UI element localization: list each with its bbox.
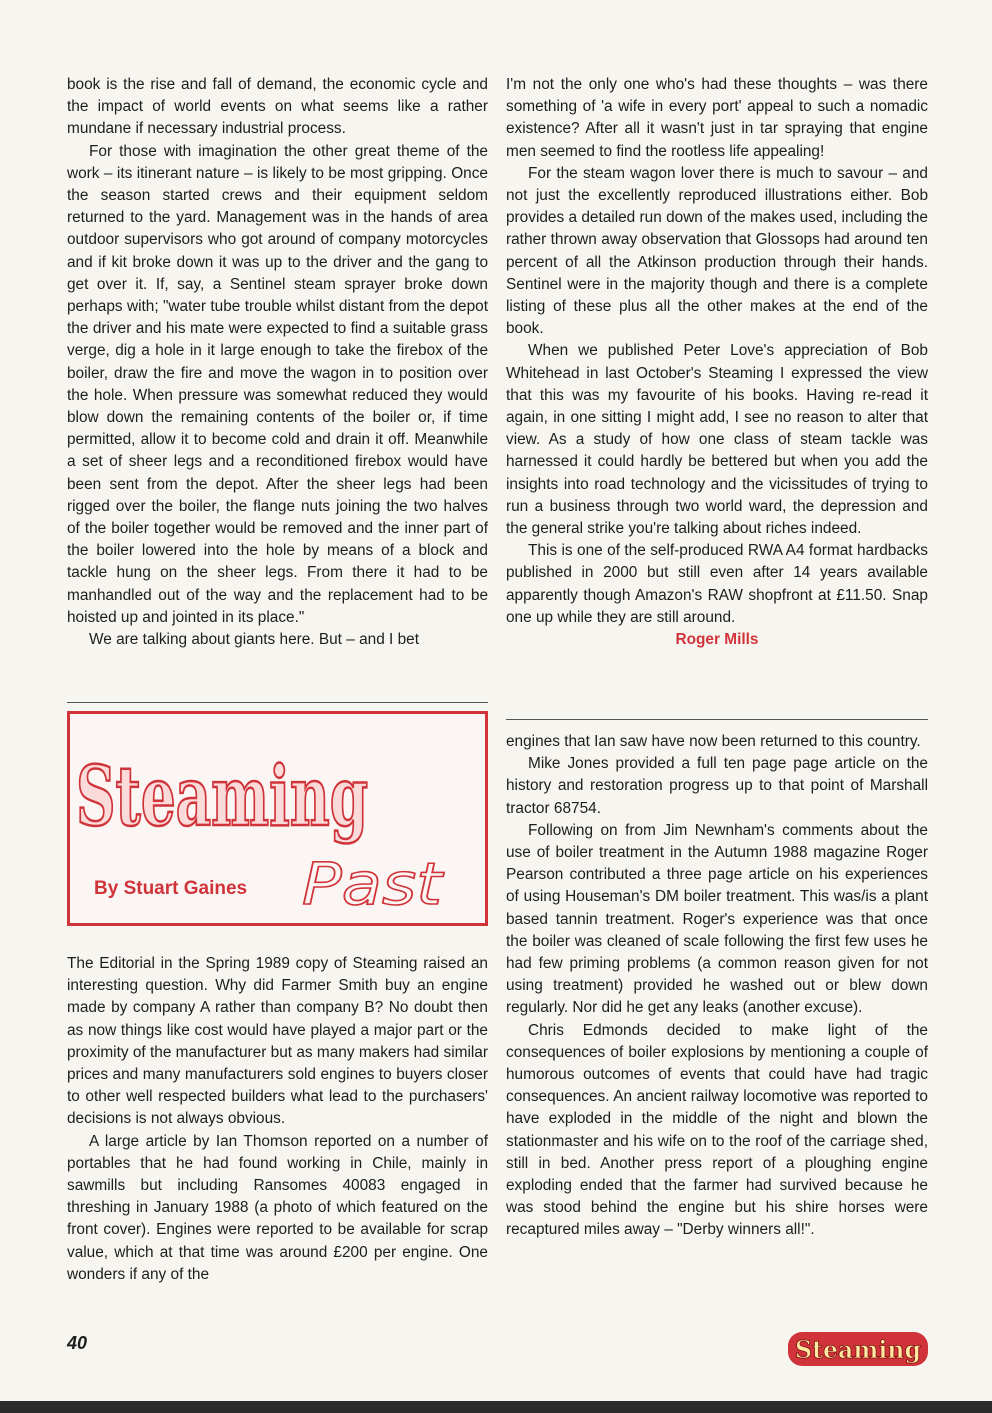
paragraph: A large article by Ian Thomson reported on a number of portables that he had found working in Chile, mainly in sawmills but including Ransomes 40083 engaged in threshing in January 1988 (a photo of which featured on the front cover). Engines were reported to be available for scrap value, which at that time was around £200 per engine. One wonders if any of the: [67, 1132, 488, 1283]
page-bottom-edge: [0, 1401, 992, 1413]
paragraph: book is the rise and fall of demand, the economic cycle and the impact of world events on what seems like a rather mundane if necessary industrial process.: [67, 76, 488, 138]
article-top-left-column: [67, 74, 488, 651]
paragraph: When we published Peter Love's appreciation of Bob Whitehead in last October's Steaming I expressed the view that this was my favourite of his books. Having re-read it again, in one sitting I might add, I see no reason to alter that view. As a study of how one class of steam tackle was harnessed it could hardly be bettered but when you add the insights into road technology and the vicissitudes of trying to run a business through two world ward, the depression and the general strike you're talking about riches indeed.: [506, 342, 928, 538]
paragraph: I'm not the only one who's had these thoughts – was there something of 'a wife in every port' appeal to such a nomadic existence? After all it wasn't just in tar spraying that engine men seemed to find the rootless life appealing!: [506, 76, 928, 160]
footer-logo-text: Steaming: [795, 1335, 922, 1364]
column-divider: [67, 702, 488, 703]
article-bottom-right-column: [506, 731, 928, 1242]
byline: By Stuart Gaines: [94, 878, 248, 899]
paragraph: We are talking about giants here. But – and I bet: [89, 631, 419, 649]
paragraph: For the steam wagon lover there is much to savour – and not just the excellently reproduced illustrations either. Bob provides a detailed run down of the makes used, including the rather thrown away observation that Glossops had around ten percent of all the Atkinson production through their hands. Sentinel were in the majority though and there is a complete listing of these plus all the other makes at the end of the book.: [506, 164, 928, 338]
past-wordmark: [298, 850, 448, 918]
steaming-logo-text: Steaming: [76, 749, 368, 845]
paragraph: Chris Edmonds decided to make light of the consequences of boiler explosions by mentioning a couple of humorous outcomes of events that could have had tragic consequences. An ancient railway locomotive was reported to have exploded in the middle of the night and blown the stationmaster and his wife on to the roof of the carriage shed, still in bed. Another press report of a ploughing engine exploding ended that the farmer had survived because he was stood behind the engine but his shire horses were recaptured miles away – "Derby winners all!".: [506, 1021, 928, 1239]
section-divider: [506, 719, 928, 720]
paragraph: Following on from Jim Newnham's comments about the use of boiler treatment in the Autumn 1988 magazine Roger Pearson contributed a three page article on his experiences of using Houseman's DM boiler treatment. This was/is a plant based tannin treatment. Roger's experience was that once the boiler was cleaned of scale following the first few uses he had few priming problems (a common reason given for not using treatment) provided he washed out or blew down regularly. Nor did he get any leaks (another excuse).: [506, 821, 928, 1017]
paragraph: Mike Jones provided a full ten page page article on the history and restoration progress up to that point of Marshall tractor 68754.: [506, 755, 928, 817]
steaming-logo: [76, 720, 376, 870]
article-bottom-left-column: [67, 953, 488, 1286]
paragraph: The Editorial in the Spring 1989 copy of Steaming raised an interesting question. Why did Farmer Smith buy an engine made by company A rather than company B? No doubt then as now things like cost would have played a major part or the proximity of the manufacturer but as many makers had similar prices and many manufacturers sold engines to buyers closer to other well respected builders what lead to the purchasers' decisions is not always obvious.: [67, 955, 488, 1128]
author-signature: Roger Mills: [675, 631, 759, 649]
page-number: 40: [67, 1333, 88, 1353]
paragraph: For those with imagination the other great theme of the work – its itinerant nature – is likely to be most gripping. Once the season started crews and their equipment seldom returned to the yard. Management was in the hands of area outdoor supervisors who got around of company motorcycles and if kit broke down it was up to the driver and the gang to get over it. If, say, a Sentinel steam sprayer broke down perhaps with; "water tube trouble whilst distant from the depot the driver and his mate were expected to find a suitable grass verge, dig a hole in it large enough to take the firebox of the boiler, draw the fire and move the wagon in to position over the hole. When pressure was somewhat reduced they would blow down the remaining contents of the boiler or, if time permitted, allow it to become cold and drain it off. Meanwhile a set of sheer legs and a reconditioned firebox would have been sent from the depot. After the sheer legs had been rigged over the boiler, the flange nuts joining the two halves of the boiler together would be removed and the inner part of the boiler lowered into the hole by means of a block and tackle hung on the sheer legs. From there it had to be manhandled out of the way and the replacement had to be hoisted up and jointed in its place.": [67, 142, 488, 626]
article-top-right-column: [506, 74, 928, 651]
past-wordmark-text: Past: [302, 850, 445, 918]
steaming-past-banner: [67, 711, 488, 926]
paragraph: engines that Ian saw have now been returned to this country.: [506, 733, 921, 750]
footer-steaming-logo: [786, 1328, 930, 1370]
paragraph: This is one of the self-produced RWA A4 format hardbacks published in 2000 but still even after 14 years available apparently though Amazon's RAW shopfront at £11.50. Snap one up while they are still around.: [506, 542, 928, 626]
